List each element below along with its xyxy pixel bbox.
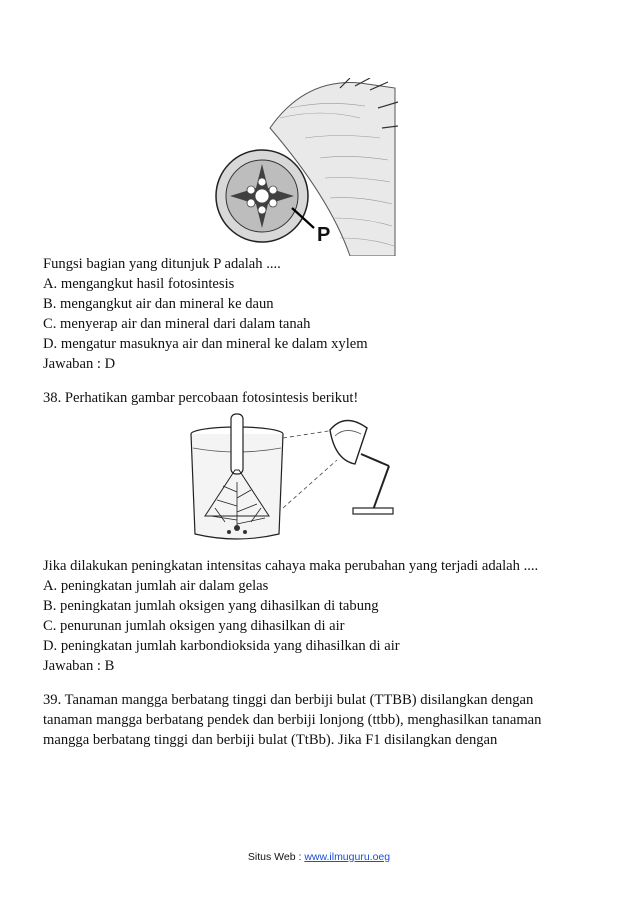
- q37-answer: Jawaban : D: [43, 356, 116, 372]
- footer-website-link[interactable]: www.ilmuguru.oeg: [304, 851, 391, 863]
- q38-option-c: C. penurunan jumlah oksigen yang dihasilkan di air: [43, 618, 345, 634]
- footer-label: Situs Web :: [247, 851, 305, 863]
- q38-answer: Jawaban : B: [43, 658, 115, 674]
- q37-question: Fungsi bagian yang ditunjuk P adalah ....: [43, 256, 281, 272]
- q38-heading: 38. Perhatikan gambar percobaan fotosintesis berikut!: [43, 390, 359, 406]
- q37-option-c: C. menyerap air dan mineral dari dalam tanah: [43, 316, 311, 332]
- figure-label-p: P: [317, 224, 331, 246]
- q38-question: Jika dilakukan peningkatan intensitas cahaya maka perubahan yang terjadi adalah ....: [43, 558, 539, 574]
- q38-option-b: B. peningkatan jumlah oksigen yang dihasilkan di tabung: [43, 598, 379, 614]
- q37-option-b: B. mengangkut air dan mineral ke daun: [43, 296, 274, 312]
- root-cross-section-figure: [210, 78, 400, 256]
- q37-option-d: D. mengatur masuknya air dan mineral ke dalam xylem: [43, 336, 368, 352]
- page-footer: [0, 851, 638, 863]
- q38-option-a: A. peningkatan jumlah air dalam gelas: [43, 578, 269, 594]
- q39-line-3: mangga berbatang tinggi dan berbiji bulat (TtBb). Jika F1 disilangkan dengan: [43, 732, 498, 748]
- q37-option-a: A. mengangkut hasil fotosintesis: [43, 276, 235, 292]
- photosynthesis-experiment-figure: [185, 412, 400, 544]
- q39-line-1: 39. Tanaman mangga berbatang tinggi dan berbiji bulat (TTBB) disilangkan dengan: [43, 692, 534, 708]
- q39-line-2: tanaman mangga berbatang pendek dan berbiji lonjong (ttbb), menghasilkan tanaman: [43, 712, 542, 728]
- q38-option-d: D. peningkatan jumlah karbondioksida yang dihasilkan di air: [43, 638, 400, 654]
